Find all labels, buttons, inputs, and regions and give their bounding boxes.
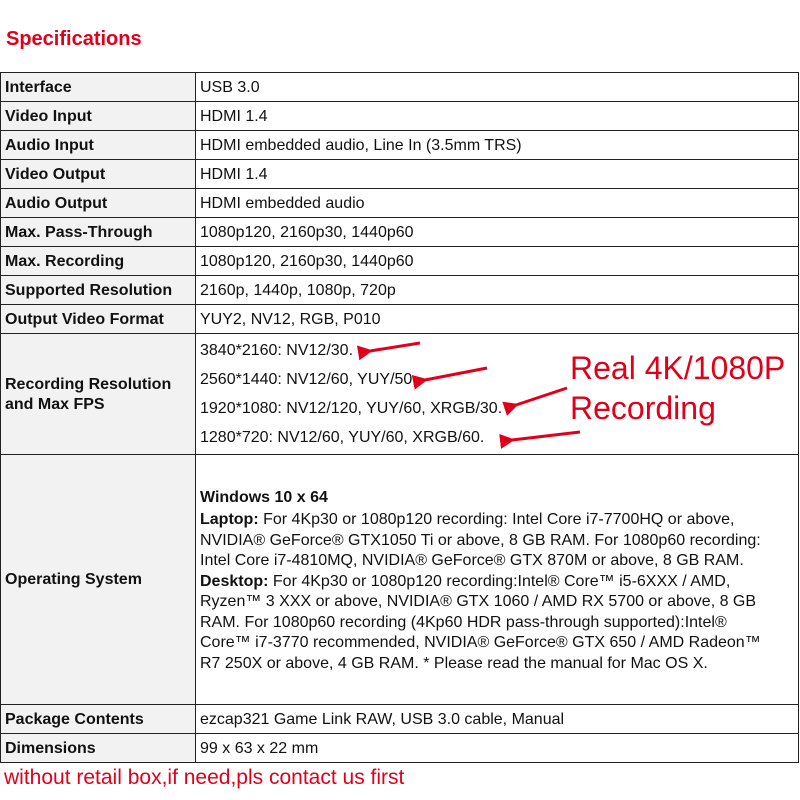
spec-row-package-contents xyxy=(1,705,799,734)
spec-label: Supported Resolution xyxy=(1,276,196,305)
os-desktop-line: Core™ i7-3770 recommended, NVIDIA® GeForce® GTX 650 / AMD Radeon™ xyxy=(200,634,761,651)
os-laptop-label: Laptop: xyxy=(200,511,259,528)
page-title: Specifications xyxy=(6,28,142,50)
fps-line-1280: 1280*720: NV12/60, YUY/60, XRGB/60. xyxy=(200,429,485,446)
spec-value: YUY2, NV12, RGB, P010 xyxy=(196,305,799,334)
spec-value: HDMI 1.4 xyxy=(196,102,799,131)
spec-row-max-pass-through xyxy=(1,218,799,247)
spec-row-supported-resolution xyxy=(1,276,799,305)
os-desktop-label: Desktop: xyxy=(200,572,269,590)
spec-value: 99 x 63 x 22 mm xyxy=(196,734,799,763)
recording-callout xyxy=(570,348,785,428)
os-desktop-line xyxy=(200,572,794,593)
spec-value: 1080p120, 2160p30, 1440p60 xyxy=(196,247,799,276)
fps-line-1920: 1920*1080: NV12/120, YUY/60, XRGB/30. xyxy=(200,400,503,417)
spec-label: Package Contents xyxy=(1,705,196,734)
fps-line-2560: 2560*1440: NV12/60, YUY/50. xyxy=(200,371,417,388)
spec-row-video-input xyxy=(1,102,799,131)
fps-label-line: and Max FPS xyxy=(5,395,105,413)
os-desktop-line: Ryzen™ 3 XXX or above, NVIDIA® GTX 1060 / AMD RX 5700 or above, 8 GB xyxy=(200,593,757,610)
spec-row-max-recording xyxy=(1,247,799,276)
spec-label: Video Output xyxy=(1,160,196,189)
spec-value: 2160p, 1440p, 1080p, 720p xyxy=(196,276,799,305)
os-values xyxy=(196,455,799,705)
callout-line: Real 4K/1080P xyxy=(570,350,786,386)
spec-row-video-output xyxy=(1,160,799,189)
os-desktop-text: For 4Kp30 or 1080p120 recording:Intel® Core™ i5-6XXX / AMD, xyxy=(268,572,731,590)
spec-label-fps xyxy=(1,334,196,455)
os-desktop-line: RAM. For 1080p60 recording (4Kp60 HDR pass-through supported):Intel® xyxy=(200,613,727,631)
spec-label: Audio Output xyxy=(1,189,196,218)
spec-label: Audio Input xyxy=(1,131,196,160)
spec-label: Interface xyxy=(1,73,196,102)
footer-note: without retail box,if need,pls contact us first xyxy=(4,766,405,789)
spec-value: HDMI embedded audio xyxy=(196,189,799,218)
spec-label: Dimensions xyxy=(1,734,196,763)
spec-row-output-video-format xyxy=(1,305,799,334)
spec-row-interface xyxy=(1,73,799,102)
spec-row-operating-system xyxy=(1,455,799,705)
spec-row-dimensions xyxy=(1,734,799,763)
os-laptop-text: For 4Kp30 or 1080p120 recording: Intel Core i7-7700HQ or above, xyxy=(258,511,735,528)
os-heading: Windows 10 x 64 xyxy=(200,489,328,506)
spec-value: ezcap321 Game Link RAW, USB 3.0 cable, Manual xyxy=(196,705,799,734)
spec-value: HDMI embedded audio, Line In (3.5mm TRS) xyxy=(196,131,799,160)
spec-label: Max. Recording xyxy=(1,247,196,276)
spec-label: Operating System xyxy=(1,455,196,705)
spec-value: USB 3.0 xyxy=(196,73,799,102)
fps-label-line: Recording Resolution xyxy=(5,375,172,393)
spec-label: Max. Pass-Through xyxy=(1,218,196,247)
spec-label: Output Video Format xyxy=(1,305,196,334)
spec-value: 1080p120, 2160p30, 1440p60 xyxy=(196,218,799,247)
spec-row-audio-input xyxy=(1,131,799,160)
spec-value: HDMI 1.4 xyxy=(196,160,799,189)
os-laptop-line: Intel Core i7-4810MQ, NVIDIA® GeForce® GTX 870M or above, 8 GB RAM. xyxy=(200,552,744,569)
fps-line-3840: 3840*2160: NV12/30. xyxy=(200,342,354,359)
callout-line: Recording xyxy=(570,390,716,426)
spec-label: Video Input xyxy=(1,102,196,131)
os-laptop-line: NVIDIA® GeForce® GTX1050 Ti or above, 8 GB RAM. For 1080p60 recording: xyxy=(200,531,761,549)
spec-row-audio-output xyxy=(1,189,799,218)
os-desktop-line: R7 250X or above, 4 GB RAM. * Please read the manual for Mac OS X. xyxy=(200,654,708,672)
os-laptop-line xyxy=(200,510,794,531)
